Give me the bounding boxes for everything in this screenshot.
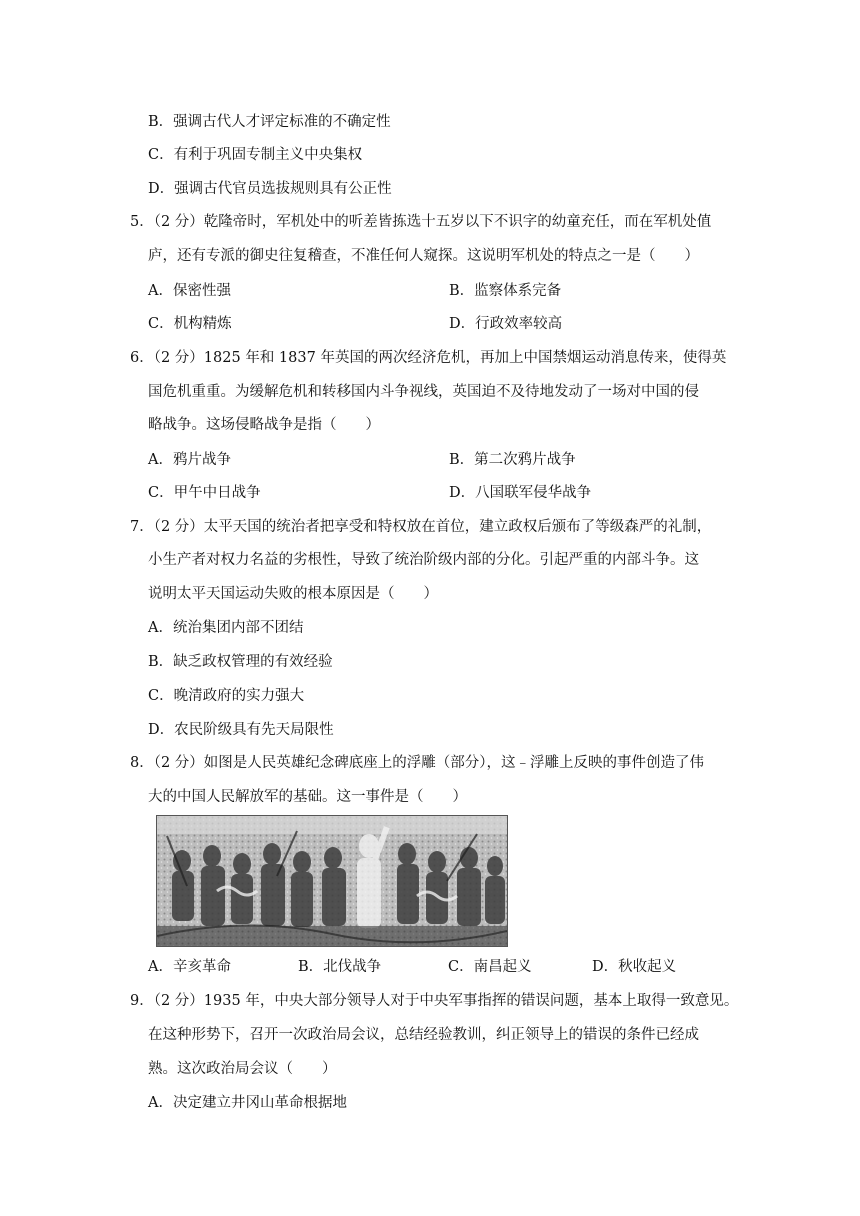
q5-option-c: C．机构精炼 — [148, 316, 232, 332]
q7-option-a: A．统治集团内部不团结 — [148, 620, 304, 636]
relief-sculpture-image — [156, 815, 508, 947]
q5-option-a: A．保密性强 — [148, 283, 231, 299]
q8-stem-line2: 大的中国人民解放军的基础。这一事件是（ ） — [148, 789, 467, 805]
q6-option-d: D．八国联军侵华战争 — [449, 485, 592, 501]
q9-stem-line3: 熟。这次政治局会议（ ） — [148, 1061, 337, 1077]
q7-option-d: D．农民阶级具有先天局限性 — [148, 722, 334, 738]
q5-stem-line1: 5．（2 分）乾隆帝时，军机处中的听差皆拣选十五岁以下不识字的幼童充任，而在军机处值 — [130, 214, 712, 230]
q6-stem-line2: 国危机重重。为缓解危机和转移国内斗争视线，英国迫不及待地发动了一场对中国的侵 — [148, 384, 699, 400]
q8-option-c: C．南昌起义 — [448, 959, 532, 975]
q4-option-b: B．强调古代人才评定标准的不确定性 — [148, 114, 391, 130]
q7-option-b: B．缺乏政权管理的有效经验 — [148, 654, 333, 670]
q6-stem-line1: 6．（2 分）1825 年和 1837 年英国的两次经济危机，再加上中国禁烟运动消息传来，使得英 — [130, 350, 727, 366]
q4-option-c: C．有利于巩固专制主义中央集权 — [148, 147, 363, 163]
q5-stem-line2: 庐，还有专派的御史往复稽查，不准任何人窥探。这说明军机处的特点之一是（ ） — [148, 248, 699, 264]
q7-stem-line3: 说明太平天国运动失败的根本原因是（ ） — [148, 586, 438, 602]
q7-stem-line2: 小生产者对权力名益的劣根性，导致了统治阶级内部的分化。引起严重的内部斗争。这 — [148, 552, 699, 568]
q8-option-d: D．秋收起义 — [592, 959, 677, 975]
q6-stem-line3: 略战争。这场侵略战争是指（ ） — [148, 417, 380, 433]
q6-option-b: B．第二次鸦片战争 — [449, 452, 576, 468]
q9-option-a: A．决定建立井冈山革命根据地 — [148, 1095, 347, 1111]
q7-option-c: C．晚清政府的实力强大 — [148, 688, 305, 704]
q8-option-a: A．辛亥革命 — [148, 959, 231, 975]
q9-stem-line1: 9．（2 分）1935 年，中央大部分领导人对于中央军事指挥的错误问题，基本上取得一致意见。 — [130, 993, 739, 1009]
q8-option-b: B．北伐战争 — [298, 959, 382, 975]
q8-stem-line1: 8．（2 分）如图是人民英雄纪念碑底座上的浮雕（部分），这﹣浮雕上反映的事件创造了伟 — [130, 755, 705, 771]
q6-option-c: C．甲午中日战争 — [148, 485, 261, 501]
q5-option-d: D．行政效率较高 — [449, 316, 563, 332]
q6-option-a: A．鸦片战争 — [148, 452, 231, 468]
q9-stem-line2: 在这种形势下，召开一次政治局会议，总结经验教训，纠正领导上的错误的条件已经成 — [148, 1027, 699, 1043]
q7-stem-line1: 7．（2 分）太平天国的统治者把享受和特权放在首位，建立政权后颁布了等级森严的礼制， — [130, 519, 712, 535]
q5-option-b: B．监察体系完备 — [449, 283, 562, 299]
q4-option-d: D．强调古代官员选拔规则具有公正性 — [148, 181, 392, 197]
